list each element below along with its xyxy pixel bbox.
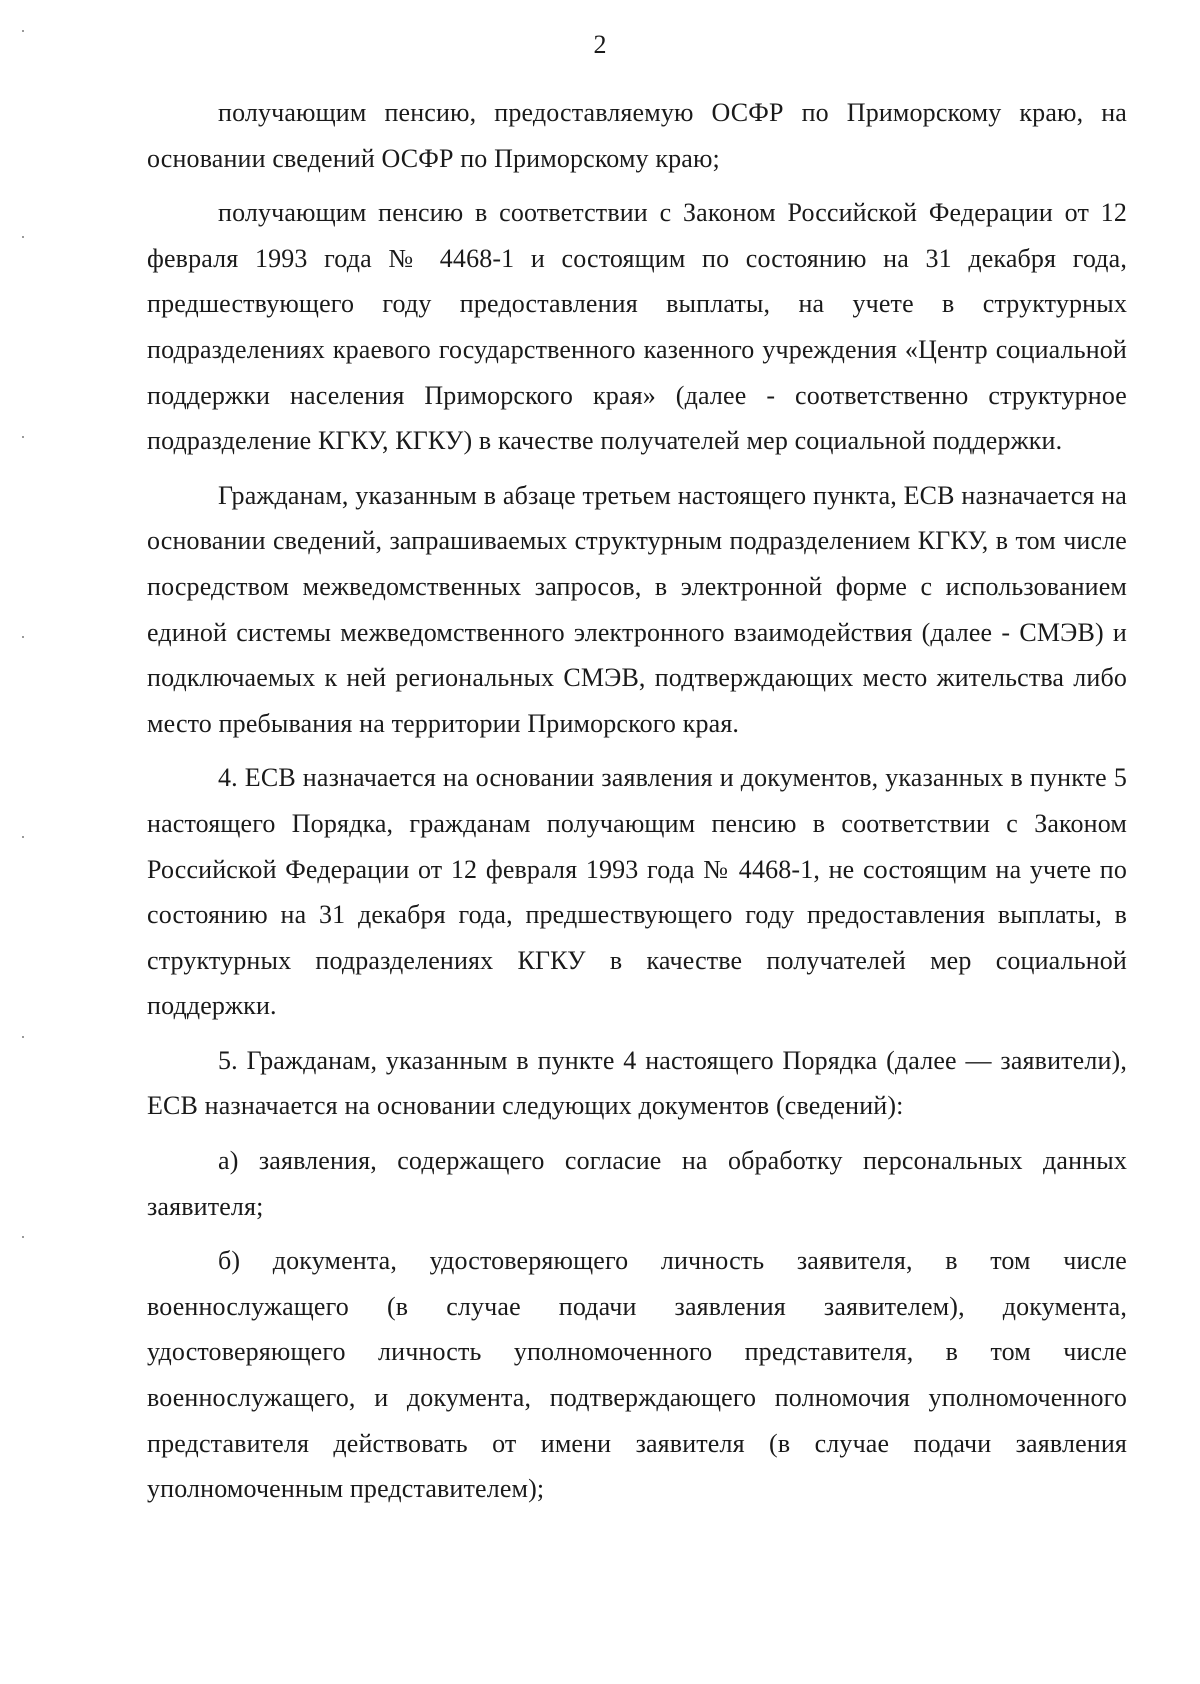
paragraph-item-4: 4. ЕСВ назначается на основании заявления и документов, указанных в пункте 5 настоящего Порядка, гражданам получающим пенсию в соответствии с Законом Российской Федерации от 12 февраля 1993 года № 4468-1, не состоящим на учете по состоянию на 31 декабря года, предшествующего году предоставления выплаты, в структурных подразделениях КГКУ в качестве получателей мер социальной поддержки. xyxy=(147,763,1127,1021)
paragraph-item-5a: а) заявления, содержащего согласие на обработку персональных данных заявителя; xyxy=(147,1146,1127,1221)
paragraph-esv-assignment-smev: Гражданам, указанным в абзаце третьем настоящего пункта, ЕСВ назначается на основании сведений, запрашиваемых структурным подразделением КГКУ, в том числе посредством межведомственных запросов, в электронной форме с использованием единой системы межведомственного электронного взаимодействия (далее - СМЭВ) и подключаемых к ней региональных СМЭВ, подтверждающих место жительства либо место пребывания на территории Приморского края. xyxy=(147,480,1127,738)
scan-mark xyxy=(22,30,24,32)
scan-mark xyxy=(22,236,24,238)
paragraph-pension-law-4468-1: получающим пенсию в соответствии с Законом Российской Федерации от 12 февраля 1993 года № 4468-1 и состоящим по состоянию на 31 декабря года, предшествующего году предоставления выплаты, на учете в структурных подразделениях краевого государственного казенного учреждения «Центр социальной поддержки населения Приморского края» (далее - соответственно структурное подразделение КГКУ, КГКУ) в качестве получателей мер социальной поддержки. xyxy=(147,198,1127,456)
document-body xyxy=(147,90,1127,1521)
scan-mark xyxy=(22,436,24,438)
scan-mark xyxy=(22,836,24,838)
scan-mark xyxy=(22,636,24,638)
page-number: 2 xyxy=(593,30,607,59)
paragraph-item-5: 5. Гражданам, указанным в пункте 4 настоящего Порядка (далее — заявители), ЕСВ назначается на основании следующих документов (сведений): xyxy=(147,1045,1127,1121)
scan-mark xyxy=(22,1236,24,1238)
paragraph-item-5b: б) документа, удостоверяющего личность заявителя, в том числе военнослужащего (в случае подачи заявления заявителем), документа, удостоверяющего личность уполномоченного представителя, в том числе военнослужащего, и документа, подтверждающего полномочия уполномоченного представителя действовать от имени заявителя (в случае подачи заявления уполномоченным представителем); xyxy=(147,1246,1127,1504)
paragraph-pension-osfr: получающим пенсию, предоставляемую ОСФР по Приморскому краю, на основании сведений ОСФР по Приморскому краю; xyxy=(147,98,1127,173)
scan-mark xyxy=(22,1036,24,1038)
